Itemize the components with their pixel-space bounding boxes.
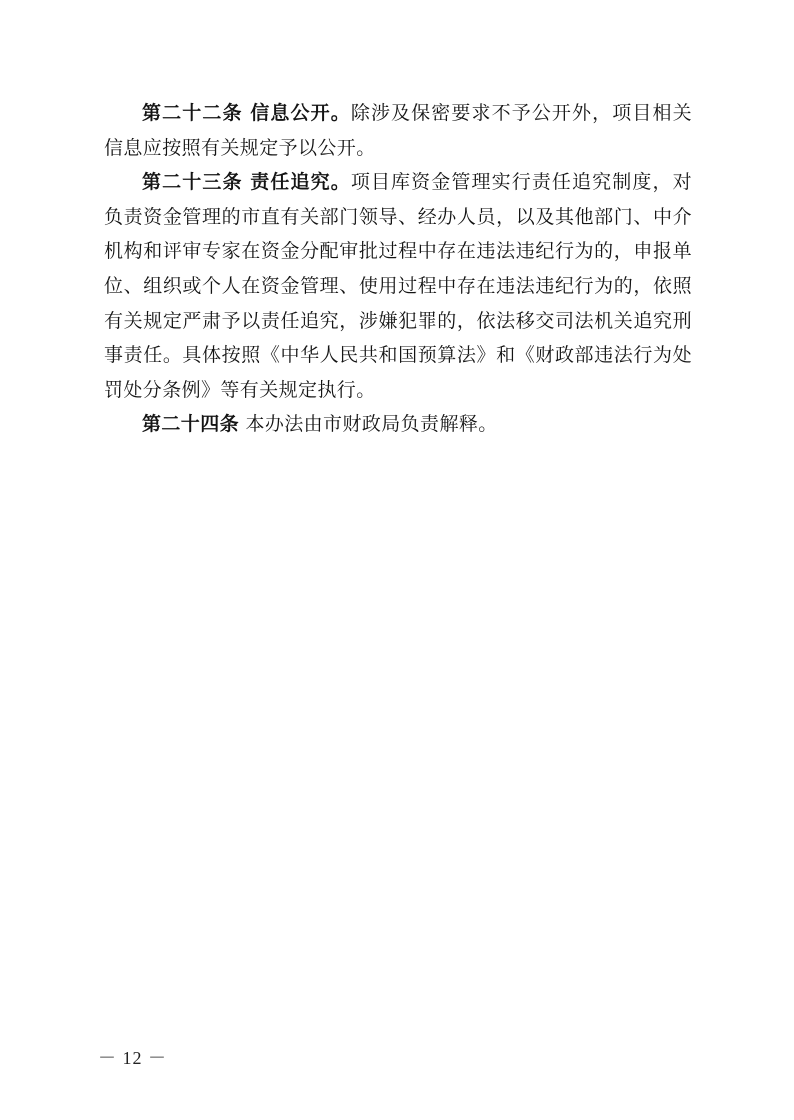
article-24-text: 本办法由市财政局负责解释。: [239, 413, 498, 436]
article-22-heading: 第二十二条 信息公开。: [142, 102, 351, 124]
article-23: [104, 165, 692, 407]
document-body: [104, 96, 692, 442]
page-number: － 12 －: [98, 1048, 167, 1068]
article-23-heading: 第二十三条 责任追究。: [142, 171, 351, 194]
article-23-text: 项目库资金管理实行责任追究制度，对负责资金管理的市直有关部门领导、经办人员，以及其他部门、中介机构和评审专家在资金分配审批过程中存在违法违纪行为的，申报单位、组织或个人在资金管理、使用过程中存在违法违纪行为的，依照有关规定严肃予以责任追究，涉嫌犯罪的，依法移交司法机关追究刑事责任。具体按照《中华人民共和国预算法》和《财政部违法行为处罚处分条例》等有关规定执行。: [104, 171, 692, 401]
article-22: [104, 96, 692, 165]
article-22-text: 除涉及保密要求不予公开外，项目相关信息应按照有关规定予以公开。: [104, 102, 692, 159]
article-24-heading: 第二十四条: [142, 413, 240, 436]
article-24: [104, 407, 692, 442]
